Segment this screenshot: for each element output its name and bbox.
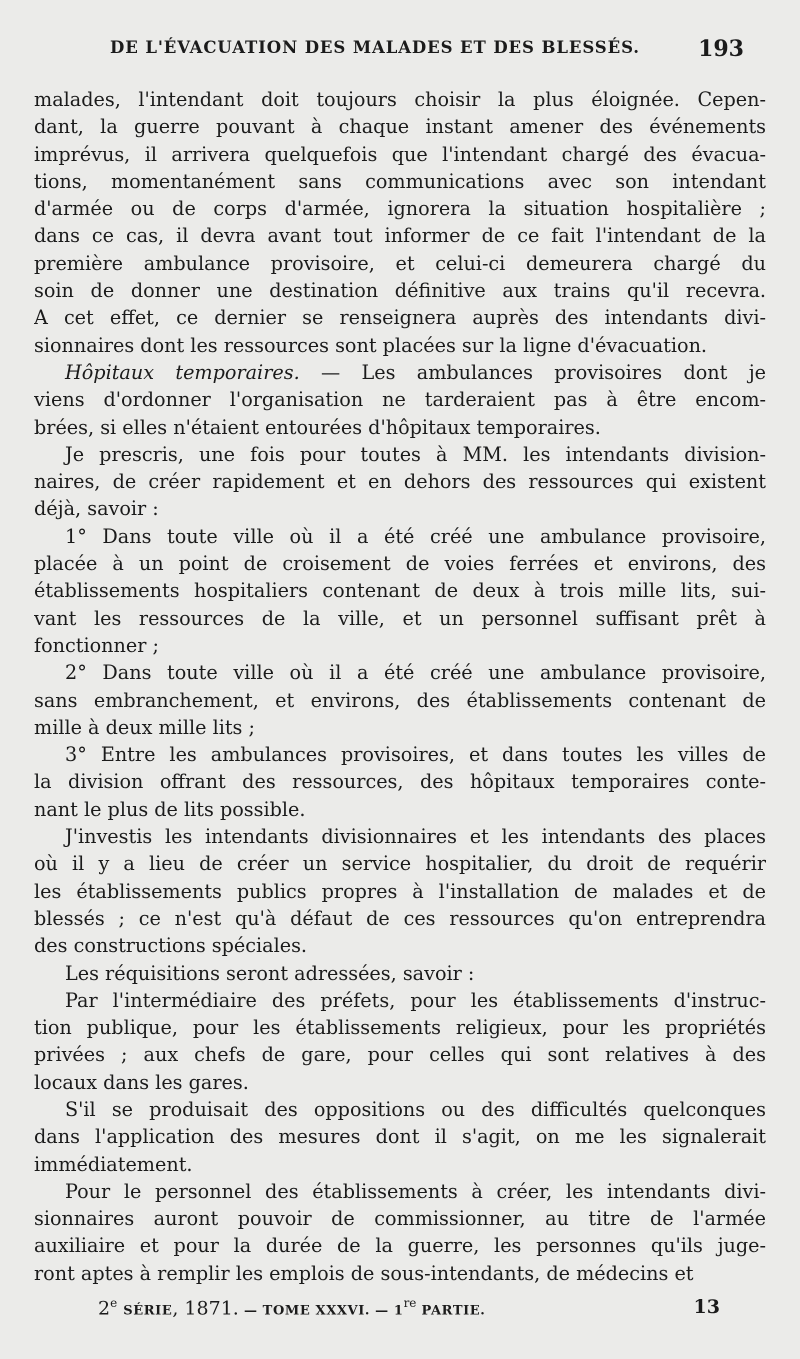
text-line [34,1096,766,1123]
text-line [34,222,766,249]
text-line [34,905,766,932]
signature-mark: 13 [693,1296,720,1318]
text-line [34,468,766,495]
line-text: vant les ressources de la ville, et un personnel suffisant prêt à [34,606,766,630]
series-suffix: e [110,1296,118,1310]
text-line [34,523,766,550]
line-text: J'investis les intendants divisionnaires et les intendants des places [65,825,766,849]
text-line [34,1069,766,1096]
series-imprint [98,1296,485,1319]
line-text: naires, de créer rapidement et en dehors des ressources qui existent [34,470,766,494]
line-text: A cet effet, ce dernier se renseignera auprès des intendants divi- [34,306,766,330]
text-line [34,659,766,686]
text-line [34,277,766,304]
line-text: nant le plus de lits possible. [34,797,306,821]
text-line [34,168,766,195]
text-line [34,823,766,850]
series-word: SÉRIE [123,1303,173,1319]
line-text: auxiliaire et pour la durée de la guerre, les personnes qu'ils juge- [34,1234,766,1258]
line-text: tion publique, pour les établissements religieux, pour les propriétés [34,1016,766,1040]
text-line [34,359,766,386]
text-line [34,796,766,823]
text-line [34,1151,766,1178]
text-line [34,304,766,331]
line-text: 2° Dans toute ville où il a été créé une ambulance provisoire, [65,661,766,685]
text-line [34,113,766,140]
line-text: ront aptes à remplir les emplois de sous-intendants, de médecins et [34,1261,694,1285]
text-line [34,414,766,441]
line-text: imprévus, il arrivera quelquefois que l'intendant chargé des évacua- [34,142,766,166]
text-line [34,495,766,522]
text-line [34,1260,766,1287]
line-text: dant, la guerre pouvant à chaque instant amener des événements [34,115,766,139]
line-text: S'il se produisait des oppositions ou des difficultés quelconques [65,1097,766,1121]
text-line [34,741,766,768]
line-text: sans embranchement, et environs, des établissements contenant de [34,688,766,712]
series-number: 2 [98,1297,111,1320]
text-line [34,878,766,905]
line-text: mille à deux mille lits ; [34,715,255,739]
text-line [34,714,766,741]
line-text: malades, l'intendant doit toujours choisir la plus éloignée. Cepen- [34,88,766,111]
line-text: des constructions spéciales. [34,934,308,958]
section-heading: Hôpitaux temporaires. [65,360,300,384]
text-line [34,86,766,113]
line-text: sionnaires auront pouvoir de commissionner, au titre de l'armée [34,1207,766,1231]
text-line [34,768,766,795]
line-text: où il y a lieu de créer un service hospitalier, du droit de requérir [34,852,766,876]
text-line [34,932,766,959]
line-text: Les réquisitions seront adressées, savoir : [65,961,475,985]
line-text: Par l'intermédiaire des préfets, pour les établissements d'instruc- [65,988,766,1012]
line-text: fonctionner ; [34,633,159,657]
text-line [34,605,766,632]
page-header [0,36,800,66]
text-line [34,987,766,1014]
line-text: placée à un point de croisement de voies ferrées et environs, des [34,552,766,576]
line-text: soin de donner une destination définitive aux trains qu'il recevra. [34,279,766,303]
line-text: — Les ambulances provisoires dont je [299,360,766,384]
line-text: blessés ; ce n'est qu'à défaut de ces ressources qu'on entreprendra [34,906,766,930]
line-text: tions, momentanément sans communications avec son intendant [34,169,766,193]
line-text: d'armée ou de corps d'armée, ignorera la situation hospitalière ; [34,197,766,221]
text-line [34,550,766,577]
line-text: brées, si elles n'étaient entourées d'hôpitaux temporaires. [34,415,601,439]
text-line [34,441,766,468]
page-footer [0,1296,800,1324]
text-line [34,1014,766,1041]
line-text: Je prescris, une fois pour toutes à MM. les intendants division- [65,442,766,466]
text-line [34,1205,766,1232]
text-line [34,632,766,659]
text-line [34,1232,766,1259]
text-line [34,687,766,714]
line-text: déjà, savoir : [34,497,159,521]
text-line [34,141,766,168]
text-line [34,332,766,359]
text-line [34,195,766,222]
line-text: sionnaires dont les ressources sont placées sur la ligne d'évacuation. [34,333,708,357]
line-text: immédiatement. [34,1152,193,1176]
partie-suffix: re [403,1296,417,1310]
text-line [34,250,766,277]
line-text: 3° Entre les ambulances provisoires, et dans toutes les villes de [65,743,766,767]
text-line [34,1178,766,1205]
text-line [34,577,766,604]
body-text [34,86,766,1287]
line-text: les établissements publics propres à l'installation de malades et de [34,879,766,903]
line-text: la division offrant des ressources, des hôpitaux temporaires conte- [34,770,766,794]
line-text: première ambulance provisoire, et celui-ci demeurera chargé du [34,251,766,275]
line-text: viens d'ordonner l'organisation ne tarderaient pas à être encom- [34,388,766,412]
line-text: privées ; aux chefs de gare, pour celles qui sont relatives à des [34,1043,766,1067]
line-text: dans ce cas, il devra avant tout informer de ce fait l'intendant de la [34,224,766,248]
tome-label: — TOME XXXVI. — 1 [238,1303,404,1319]
text-line [34,850,766,877]
text-line [34,1041,766,1068]
line-text: 1° Dans toute ville où il a été créé une ambulance provisoire, [65,524,766,548]
page-number: 193 [698,36,744,62]
running-title: DE L'ÉVACUATION DES MALADES ET DES BLESSÉS. [110,38,640,57]
partie-label: PARTIE. [416,1303,486,1319]
text-line [34,386,766,413]
line-text: dans l'application des mesures dont il s'agit, on me les signalerait [34,1125,766,1149]
line-text: Pour le personnel des établissements à créer, les intendants divi- [65,1179,766,1203]
text-line [34,960,766,987]
text-line [34,1123,766,1150]
series-year: , 1871. [172,1297,239,1320]
line-text: locaux dans les gares. [34,1070,249,1094]
line-text: établissements hospitaliers contenant de deux à trois mille lits, sui- [34,579,766,603]
